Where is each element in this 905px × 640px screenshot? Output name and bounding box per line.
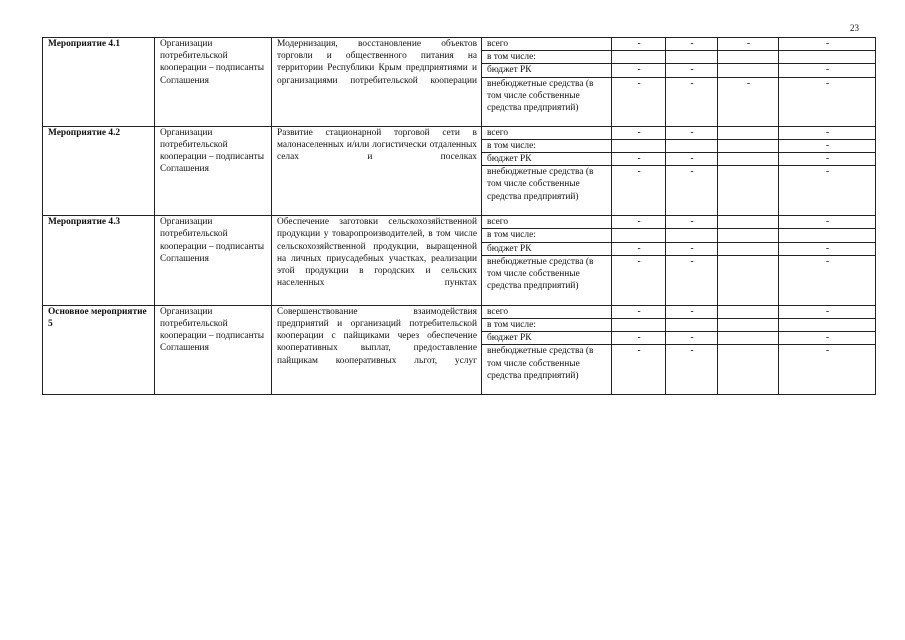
funding-value: - — [666, 332, 718, 345]
funding-source-label: всего — [482, 126, 612, 139]
funding-value: - — [779, 345, 876, 395]
funding-value: - — [612, 126, 666, 139]
funding-value: - — [666, 216, 718, 229]
executor: Организации потребительской кооперации – подписанты Соглашения — [155, 216, 272, 306]
funding-value: - — [779, 126, 876, 139]
funding-value — [718, 51, 779, 64]
funding-value: - — [612, 77, 666, 126]
event-name: Мероприятие 4.3 — [43, 216, 155, 306]
source-row — [43, 126, 876, 139]
funding-source-label: в том числе: — [482, 319, 612, 332]
funding-value — [718, 229, 779, 242]
funding-value — [779, 319, 876, 332]
funding-value: - — [666, 305, 718, 318]
funding-source-label: внебюджетные средства (в том числе собственные средства предприятий) — [482, 345, 612, 395]
funding-value: - — [779, 216, 876, 229]
funding-source-label: в том числе: — [482, 139, 612, 152]
funding-value: - — [666, 345, 718, 395]
executor: Организации потребительской кооперации – подписанты Соглашения — [155, 126, 272, 216]
funding-source-label: всего — [482, 216, 612, 229]
funding-value: - — [779, 255, 876, 305]
program-activities-table — [42, 37, 876, 395]
funding-source-label: бюджет РК — [482, 332, 612, 345]
funding-value — [718, 64, 779, 77]
funding-value — [612, 51, 666, 64]
funding-value: - — [779, 38, 876, 51]
funding-value: - — [718, 38, 779, 51]
funding-source-label: в том числе: — [482, 229, 612, 242]
funding-value: - — [666, 126, 718, 139]
funding-value — [718, 126, 779, 139]
source-row — [43, 305, 876, 318]
funding-source-label: всего — [482, 38, 612, 51]
funding-value — [779, 51, 876, 64]
funding-value: - — [612, 255, 666, 305]
executor: Организации потребительской кооперации – подписанты Соглашения — [155, 38, 272, 127]
event-name: Мероприятие 4.2 — [43, 126, 155, 216]
funding-value: - — [666, 77, 718, 126]
funding-value: - — [666, 255, 718, 305]
funding-value — [718, 153, 779, 166]
funding-value — [718, 345, 779, 395]
funding-value — [718, 139, 779, 152]
funding-value: - — [612, 64, 666, 77]
event-description: Развитие стационарной торговой сети в малонаселенных и/или логистически отдаленных селах и поселках — [272, 126, 482, 216]
funding-value: - — [666, 242, 718, 255]
funding-source-label: внебюджетные средства (в том числе собственные средства предприятий) — [482, 77, 612, 126]
funding-value: - — [666, 166, 718, 216]
funding-value: - — [779, 166, 876, 216]
funding-value — [718, 242, 779, 255]
funding-value: - — [612, 153, 666, 166]
funding-value — [718, 166, 779, 216]
funding-value: - — [779, 242, 876, 255]
funding-value — [718, 255, 779, 305]
funding-value: - — [612, 305, 666, 318]
funding-source-label: всего — [482, 305, 612, 318]
funding-source-label: бюджет РК — [482, 153, 612, 166]
funding-value: - — [612, 242, 666, 255]
funding-value — [666, 319, 718, 332]
funding-value: - — [779, 77, 876, 126]
funding-value: - — [779, 153, 876, 166]
executor: Организации потребительской кооперации – подписанты Соглашения — [155, 305, 272, 395]
funding-value: - — [612, 216, 666, 229]
funding-source-label: внебюджетные средства (в том числе собственные средства предприятий) — [482, 166, 612, 216]
funding-source-label: внебюджетные средства (в том числе собственные средства предприятий) — [482, 255, 612, 305]
source-row — [43, 38, 876, 51]
funding-value — [718, 305, 779, 318]
funding-value: - — [666, 153, 718, 166]
funding-source-label: бюджет РК — [482, 64, 612, 77]
event-description: Обеспечение заготовки сельскохозяйственной продукции у товаропроизводителей, в том числе сельскохозяйственной продукции, выращенной на личных приусадебных участках, реализации этой продукции в городских и сельских населенных пунктах — [272, 216, 482, 306]
funding-value — [666, 139, 718, 152]
funding-source-label: бюджет РК — [482, 242, 612, 255]
funding-value — [718, 332, 779, 345]
funding-value: - — [779, 305, 876, 318]
funding-value: - — [779, 332, 876, 345]
page-number: 23 — [850, 23, 859, 33]
funding-value: - — [612, 332, 666, 345]
event-name: Основное мероприятие 5 — [43, 305, 155, 395]
funding-value — [612, 139, 666, 152]
funding-value: - — [666, 64, 718, 77]
event-name: Мероприятие 4.1 — [43, 38, 155, 127]
funding-value: - — [666, 38, 718, 51]
funding-value: - — [612, 166, 666, 216]
funding-source-label: в том числе: — [482, 51, 612, 64]
funding-value — [666, 51, 718, 64]
funding-value — [612, 229, 666, 242]
funding-value — [718, 319, 779, 332]
source-row — [43, 216, 876, 229]
funding-value: - — [612, 38, 666, 51]
funding-value — [612, 319, 666, 332]
funding-value: - — [612, 345, 666, 395]
funding-value — [718, 216, 779, 229]
funding-value — [779, 229, 876, 242]
funding-value — [666, 229, 718, 242]
event-description: Совершенствование взаимодействия предприятий и организаций потребительской кооперации с пайщиками через обеспечение кооперативных выплат, предоставление пайщикам кооперативных льгот, услуг — [272, 305, 482, 395]
funding-value: - — [718, 77, 779, 126]
funding-value: - — [779, 64, 876, 77]
event-description: Модернизация, восстановление объектов торговли и общественного питания на территории Республики Крым предприятиями и организациями потребительской кооперации — [272, 38, 482, 127]
funding-value: - — [779, 139, 876, 152]
